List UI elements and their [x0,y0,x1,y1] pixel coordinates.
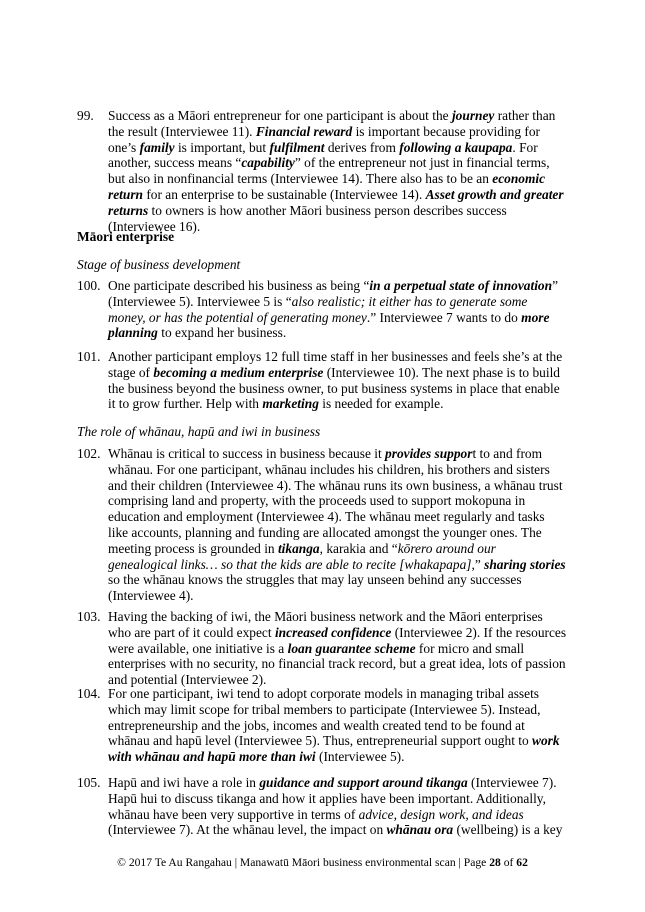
emphasis-text: in a perpetual state of innovation [369,278,553,293]
text-run: (Interviewee 2). If the resources were available, one initiative is a [108,624,567,656]
paragraph-text [108,775,567,838]
text-run: , karakia and “ [319,540,398,556]
paragraph-103 [77,609,567,688]
subheading-stage: Stage of business development [77,257,241,272]
text-run: (wellbeing) is a key [453,822,563,838]
text-run: .” Interviewee 7 wants to do [366,309,522,325]
page-footer [0,856,645,869]
emphasis-text: Asset growth and greater returns [108,186,564,218]
paragraph-text [108,108,567,234]
emphasis-text: guidance and support around tikanga [259,775,468,790]
emphasis-text: loan guarantee scheme [287,640,416,656]
paragraph-102 [77,446,567,604]
emphasis-text: capability [241,155,295,171]
section-heading: Māori enterprise [77,229,175,244]
emphasis-text: family [139,139,175,155]
paragraph-number: 102. [77,446,101,461]
subheading-role: The role of whānau, hapū and iwi in business [77,424,321,439]
emphasis-text: sharing stories [484,556,566,572]
text-run: is important because providing for one’s [108,123,541,155]
text-run: derives from [324,139,400,155]
text-run: so the whānau knows the struggles that may lay unseen behind any successes (Interviewee 4). [108,572,522,604]
emphasis-text: work with whānau and hapū more than iwi [108,733,560,765]
text-run: for an enterprise to be sustainable (Interviewee 14). [142,186,426,202]
page-number: 28 [489,856,501,869]
footer-text: © 2017 Te Au Rangahau | Manawatū Māori business environmental scan | Page [117,856,490,869]
paragraph-number: 105. [77,775,101,790]
paragraph-100 [77,278,567,341]
emphasis-text: whānau ora [386,822,454,838]
text-run: rather than the result (Interviewee 11). [108,108,556,139]
paragraph-text [108,609,567,688]
paragraph-number: 99. [77,108,94,123]
text-run: Another participant employs 12 full time staff in her businesses and feels she’s at the stage of [108,349,563,380]
emphasis-text: provides suppor [385,446,473,461]
text-run: ,” [471,556,485,572]
emphasis-text: kōrero around our genealogical links… so that the kids are able to recite [whakapapa] [108,540,496,572]
paragraph-number: 103. [77,609,101,624]
paragraph-text [108,686,567,765]
text-run: Whānau is critical to success in business because it [108,446,386,461]
text-run: ” of the entrepreneur not just in financial terms, but also in nonfinancial terms (Interviewee 14). There also has to be an [108,155,550,187]
text-run: is important, but [174,139,270,155]
text-run: Hapū and iwi have a role in [108,775,260,790]
paragraph-99 [77,108,567,234]
emphasis-text: increased confidence [274,624,392,640]
emphasis-text: economic return [108,171,546,202]
paragraph-text [108,446,567,604]
emphasis-text: more planning [108,309,550,341]
emphasis-text: journey [451,108,495,123]
text-run: For one participant, iwi tend to adopt corporate models in managing tribal assets which may limit scope for tribal members to participate (Interviewee 5). Instead, entrepreneurship and the jobs, incomes and wealth created tend to be found at whānau and hapū level (Interviewee 5). Thus, entrepreneurial support ought to [108,686,541,749]
paragraph-105 [77,775,567,838]
emphasis-text: also realistic; it either has to generate some money, or has the potential of generating money [108,293,528,325]
paragraph-text [108,349,567,412]
text-run: ” (Interviewee 5). Interviewee 5 is “ [108,278,559,309]
emphasis-text: marketing [262,396,319,412]
emphasis-text: Financial reward [255,123,353,139]
emphasis-text: fulfilment [269,139,325,155]
paragraph-number: 101. [77,349,101,364]
text-run: is needed for example. [318,396,444,412]
emphasis-text: advice, design work, and ideas [358,806,524,822]
emphasis-text: tikanga [277,540,320,556]
text-run: (Interviewee 7). At the whānau level, the impact on [108,822,387,838]
text-run: Having the backing of iwi, the Māori business network and the Māori enterprises who are part of it could expect [108,609,543,640]
emphasis-text: following a kaupapa [399,139,513,155]
text-run: (Interviewee 5). [315,749,405,765]
page-total: 62 [516,856,528,869]
paragraph-104 [77,686,567,765]
text-run: . For another, success means “ [108,139,538,171]
text-run: One participate described his business as being “ [108,278,370,293]
emphasis-text: becoming a medium enterprise [153,364,324,380]
text-run: (Interviewee 10). The next phase is to build the business beyond the business owner, to put business systems in place that enable it to grow further. Help with [108,364,560,412]
paragraph-101 [77,349,567,412]
text-run: to owners is how another Māori business person describes success (Interviewee 16). [108,202,507,234]
text-run: t to and from whānau. For one participant, whānau includes his children, his brothers and sisters and their children (Interviewee 4). The whānau runs its own business, a whānau trust comprising land and property, with the proceeds used to support mokopuna in education and employment (Interviewee 4). The whānau meet regularly and tasks like accounts, planning and funding are allocated amongst the younger ones. The meeting process is grounded in [108,446,563,556]
text-run: Success as a Māori entrepreneur for one participant is about the [108,108,452,123]
paragraph-text [108,278,567,341]
text-run: for micro and small enterprises with no security, no financial track record, but a great idea, lots of passion and potential (Interviewee 2). [108,640,566,688]
footer-of: of [500,856,517,869]
text-run: (Interviewee 7). Hapū hui to discuss tikanga and how it applies have been important. Additionally, whānau have been very supportive in terms of [108,775,557,822]
text-run: to expand her business. [157,325,287,341]
paragraph-number: 100. [77,278,101,293]
paragraph-number: 104. [77,686,101,701]
